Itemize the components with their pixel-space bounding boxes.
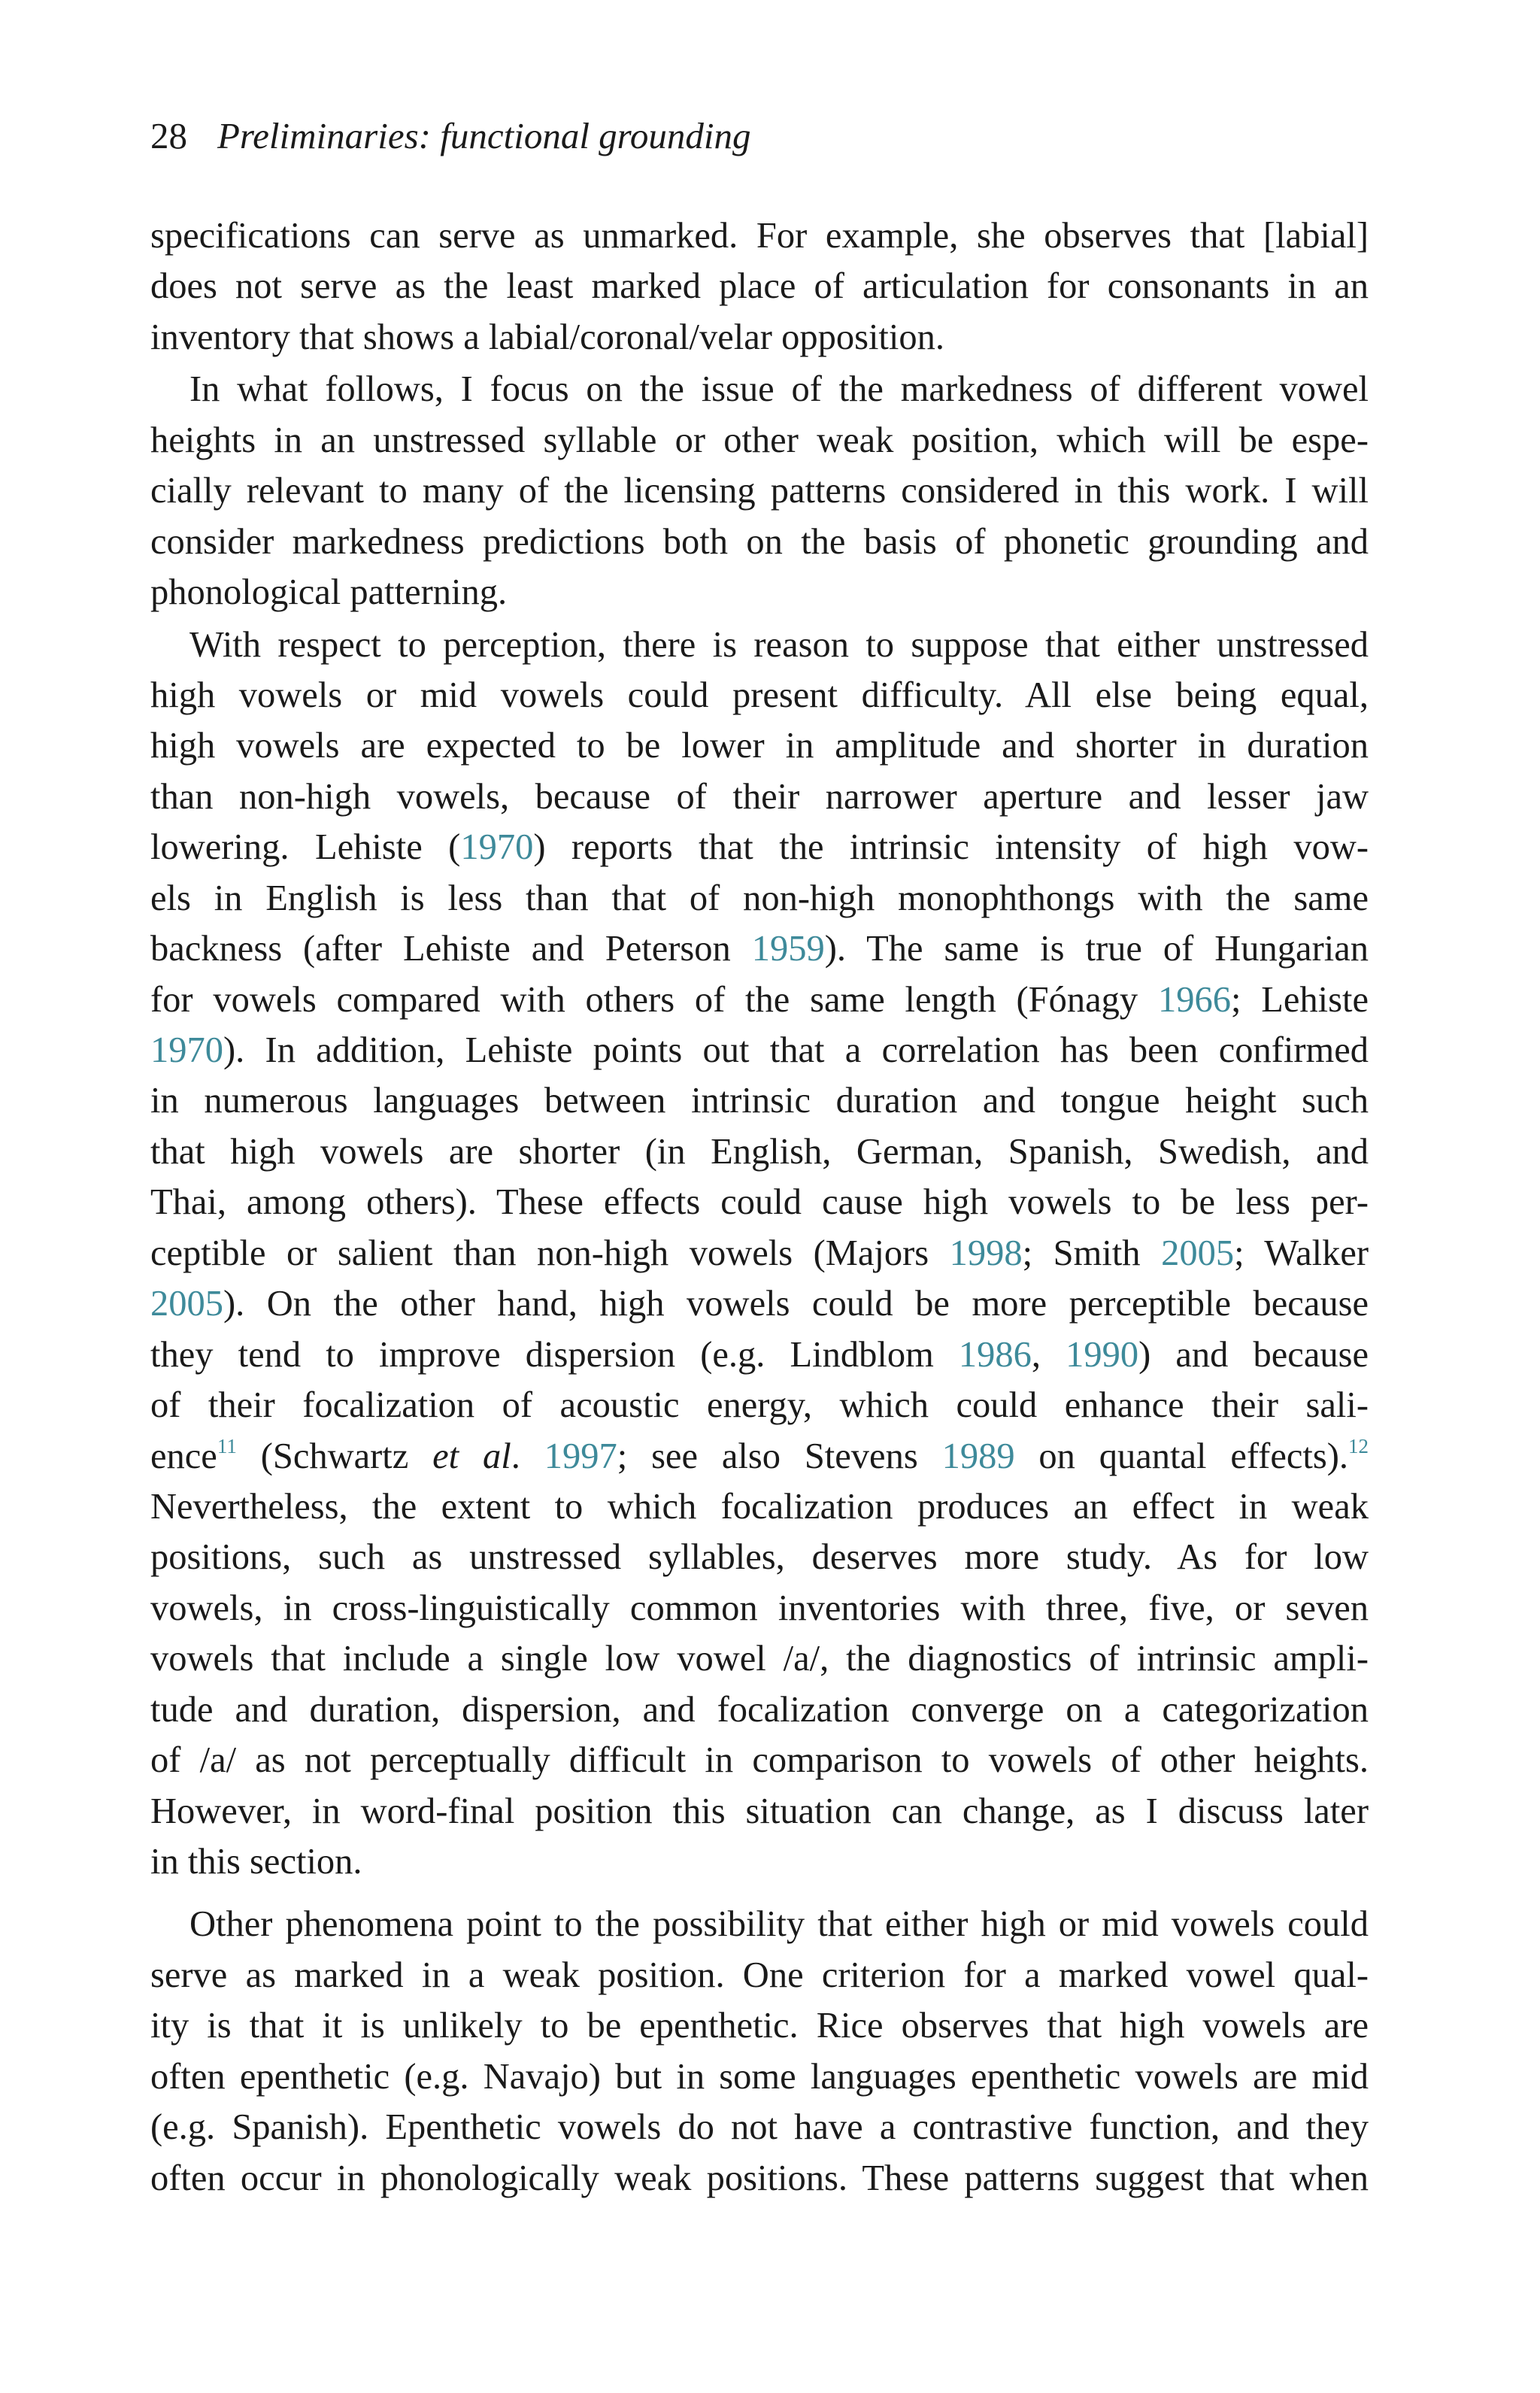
text-line: els in English is less than that of non-high monophthongs with the same [150, 878, 1369, 918]
text-line: vowels, in cross-linguistically common inventories with three, five, or seven [150, 1588, 1369, 1628]
text-line: high vowels are expected to be lower in amplitude and shorter in duration [150, 726, 1369, 766]
text-line: in numerous languages between intrinsic duration and tongue height such [150, 1081, 1369, 1121]
text-line: of their focalization of acoustic energy, which could enhance their sali- [150, 1385, 1369, 1426]
text-line: in this section. [150, 1842, 362, 1882]
text-line: In what follows, I focus on the issue of the markedness of different vowel [189, 369, 1369, 410]
footnote-marker[interactable]: 11 [217, 1434, 237, 1457]
citation-link[interactable]: 2005 [1161, 1233, 1235, 1273]
footnote-marker[interactable]: 12 [1348, 1434, 1369, 1457]
citation-link[interactable]: 1998 [949, 1233, 1023, 1273]
text-line: (e.g. Spanish). Epenthetic vowels do not have a contrastive function, and they [150, 2107, 1369, 2148]
text-line: phonological patterning. [150, 572, 508, 613]
citation-link[interactable]: 1990 [1066, 1334, 1139, 1375]
body-text [150, 211, 1369, 2203]
text-line: often epenthetic (e.g. Navajo) but in some languages epenthetic vowels are mid [150, 2056, 1369, 2097]
text-line: inventory that shows a labial/coronal/velar opposition. [150, 317, 944, 357]
citation-link[interactable]: 2005 [150, 1284, 223, 1324]
citation-link[interactable]: 1997 [544, 1436, 617, 1476]
text-line: ence$^{11}$ (Schwartz et al. 1997; see also Stevens 1989 on quantal effects).$^{12}$ [150, 1434, 1369, 1476]
citation-link[interactable]: 1970 [150, 1030, 223, 1070]
text-line: ceptible or salient than non-high vowels (Majors 1998; Smith 2005; Walker [150, 1233, 1369, 1273]
citation-link[interactable]: 1989 [941, 1436, 1015, 1476]
paragraph-2 [150, 364, 1369, 617]
text-line: of /a/ as not perceptually difficult in comparison to vowels of other heights. [150, 1740, 1369, 1781]
text-line: Nevertheless, the extent to which focalization produces an effect in weak [150, 1486, 1369, 1527]
text-line: often occur in phonologically weak positions. These patterns suggest that when [150, 2158, 1369, 2198]
text-line: vowels that include a single low vowel /a/, the diagnostics of intrinsic ampli- [150, 1639, 1369, 1679]
text-line: for vowels compared with others of the same length (Fónagy 1966; Lehiste [150, 979, 1369, 1020]
page-number: 28 [150, 115, 187, 156]
text-line: serve as marked in a weak position. One criterion for a marked vowel qual- [150, 1955, 1369, 1995]
paragraph-3 [150, 620, 1369, 1888]
text-line: cially relevant to many of the licensing patterns considered in this work. I will [150, 471, 1369, 511]
text-line: Thai, among others). These effects could cause high vowels to be less per- [150, 1182, 1369, 1223]
text-line: does not serve as the least marked place of articulation for consonants in an [150, 266, 1369, 307]
text-line: specifications can serve as unmarked. For example, she observes that [labial] [150, 216, 1369, 256]
text-line: consider markedness predictions both on the basis of phonetic grounding and [150, 521, 1369, 562]
text-line: heights in an unstressed syllable or other weak position, which will be espe- [150, 420, 1369, 460]
text-line: tude and duration, dispersion, and focalization converge on a categorization [150, 1689, 1369, 1730]
text-line: ity is that it is unlikely to be epenthetic. Rice observes that high vowels are [150, 2006, 1369, 2046]
text-line: With respect to perception, there is reason to suppose that either unstressed [189, 624, 1369, 665]
text-line: high vowels or mid vowels could present difficulty. All else being equal, [150, 675, 1369, 715]
citation-link[interactable]: 1966 [1157, 979, 1231, 1020]
paragraph-4 [150, 1899, 1369, 2203]
text-line: than non-high vowels, because of their narrower aperture and lesser jaw [150, 776, 1369, 817]
paragraph-1 [150, 211, 1369, 362]
citation-link[interactable]: 1970 [460, 827, 534, 868]
text-line: 2005). On the other hand, high vowels could be more perceptible because [150, 1284, 1369, 1324]
text-line: they tend to improve dispersion (e.g. Lindblom 1986, 1990) and because [150, 1334, 1369, 1375]
text-line: that high vowels are shorter (in English, German, Spanish, Swedish, and [150, 1131, 1369, 1172]
citation-link[interactable]: 1959 [751, 929, 825, 969]
text-line: backness (after Lehiste and Peterson 1959). The same is true of Hungarian [150, 929, 1369, 969]
running-head [150, 114, 751, 157]
running-title: Preliminaries: functional grounding [217, 115, 751, 156]
text-line: However, in word-final position this situation can change, as I discuss later [150, 1791, 1369, 1831]
text-line: Other phenomena point to the possibility that either high or mid vowels could [189, 1904, 1369, 1945]
text-line: lowering. Lehiste (1970) reports that the intrinsic intensity of high vow- [150, 827, 1369, 868]
text-line: positions, such as unstressed syllables, deserves more study. As for low [150, 1537, 1369, 1578]
text-line: 1970). In addition, Lehiste points out that a correlation has been confirmed [150, 1030, 1369, 1070]
citation-link[interactable]: 1986 [958, 1334, 1032, 1375]
